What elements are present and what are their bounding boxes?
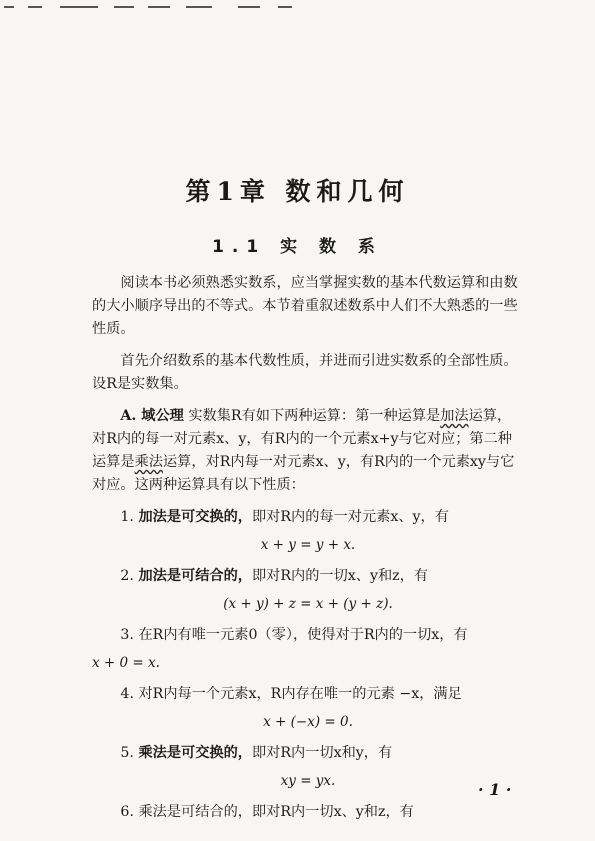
- section-title: 1.1 实 数 系: [212, 237, 383, 257]
- axiom-formula: (x + y) + z = x + (y + z).: [223, 596, 393, 612]
- axiom-3: [92, 624, 524, 675]
- intro-paragraph-1: 阅读本书必须熟悉实数系，应当掌握实数的基本代数运算和由数的大小顺序导出的不等式。本节着重叙述数系中人们不大熟悉的一些性质。: [92, 275, 518, 337]
- term-multiplication: 乘法: [134, 454, 163, 470]
- axiom-2: [92, 565, 524, 616]
- top-scan-marks: [0, 6, 300, 10]
- axiom-formula: x + 0 = x.: [92, 655, 160, 671]
- axiom-number: 2.: [120, 568, 134, 584]
- axiom-lead: 加法是可结合的，: [138, 568, 252, 584]
- axiom-text: 乘法是可结合的，即对R内一切x、y和z，有: [138, 804, 414, 820]
- axiom-text: 即对R内的一切x、y和z，有: [251, 568, 429, 584]
- axiom-number: 1.: [120, 509, 134, 525]
- axiom-formula: x + (−x) = 0.: [263, 714, 353, 730]
- axiom-lead: 乘法是可交换的，: [138, 745, 252, 761]
- field-axiom-label: A. 域公理: [120, 408, 184, 424]
- axiom-number: 5.: [120, 745, 134, 761]
- axiom-4: [92, 683, 524, 734]
- axiom-lead: 加法是可交换的，: [138, 509, 252, 525]
- chapter-title: 第1章 数和几何: [185, 177, 410, 206]
- field-axiom-text-3: 运算，对R内每一对元素x、y，有R内的一个元素xy与它对应。这两种运算具有以下性质：: [92, 454, 515, 493]
- axiom-6: [92, 801, 524, 824]
- axiom-text: 即对R内一切x和y，有: [251, 745, 393, 761]
- axiom-1: [92, 506, 524, 557]
- intro-paragraph-2: 首先介绍数系的基本代数性质，并进而引进实数系的全部性质。设R是实数集。: [92, 353, 518, 392]
- term-addition: 加法: [440, 408, 469, 424]
- axiom-formula: xy = yx.: [280, 773, 336, 789]
- axiom-number: 4.: [120, 686, 134, 702]
- field-axiom-text-2: 运算，对R内的每一对元素x、y，有R内的一个元素x+y与它对应；第二种运算是: [92, 408, 512, 470]
- axiom-number: 3.: [120, 627, 134, 643]
- field-axiom-paragraph: [92, 405, 524, 497]
- axiom-text: 即对R内的每一对元素x、y，有: [251, 509, 449, 525]
- axiom-formula: x + y = y + x.: [260, 537, 356, 553]
- field-axiom-text-1: 实数集R有如下两种运算：第一种运算是: [188, 408, 441, 424]
- page-number: · 1 ·: [478, 780, 512, 799]
- axiom-text: 在R内有唯一元素0（零），使得对于R内的一切x，有: [138, 627, 468, 643]
- axiom-5: [92, 742, 524, 793]
- axiom-text: 对R内每一个元素x，R内存在唯一的元素 −x，满足: [138, 686, 462, 702]
- axiom-number: 6.: [120, 804, 134, 820]
- body-text: [92, 272, 524, 829]
